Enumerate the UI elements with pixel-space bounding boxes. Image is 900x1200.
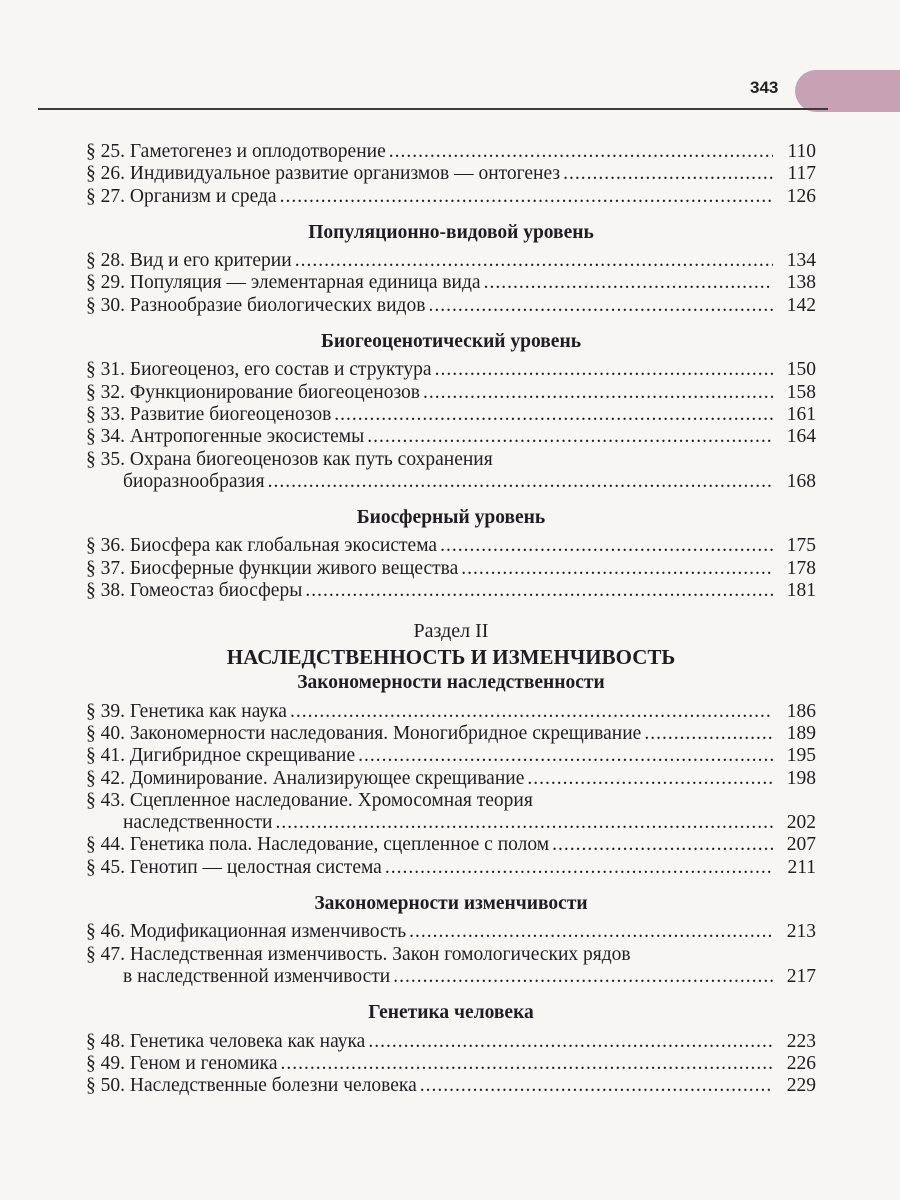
entry-label bbox=[86, 580, 302, 602]
dot-leader bbox=[334, 404, 773, 426]
entry-title: Наследственные болезни человека bbox=[129, 1075, 417, 1097]
entry-title: Разнообразие биологических видов bbox=[129, 294, 426, 316]
dot-leader bbox=[644, 723, 773, 745]
entry-number: § 31. bbox=[86, 359, 125, 381]
entry-page: 202 bbox=[786, 812, 816, 834]
entry-page: 142 bbox=[786, 294, 816, 316]
entry-number: § 37. bbox=[86, 557, 125, 579]
entry-label bbox=[86, 535, 437, 557]
entry-number: § 26. bbox=[86, 163, 125, 185]
entry-title: Модификационная изменчивость bbox=[129, 921, 407, 943]
entry-page: 226 bbox=[786, 1052, 816, 1074]
entry-label bbox=[86, 250, 292, 272]
entry-page: 117 bbox=[787, 163, 816, 185]
section-heading: Закономерности наследственности bbox=[297, 672, 605, 694]
entry-label bbox=[86, 1053, 277, 1075]
entry-number: § 44. bbox=[86, 834, 125, 856]
section-heading: Генетика человека bbox=[368, 1002, 534, 1024]
section-heading: Биогеоценотический уровень bbox=[320, 331, 582, 353]
toc-entry-continuation bbox=[86, 966, 816, 988]
dot-leader bbox=[393, 966, 773, 988]
entry-page: 213 bbox=[786, 921, 816, 943]
entry-page: 211 bbox=[787, 856, 816, 878]
entry-label bbox=[86, 426, 364, 448]
entry-page: 186 bbox=[786, 700, 816, 722]
toc-entry[interactable] bbox=[86, 250, 816, 272]
entry-label bbox=[86, 1075, 417, 1097]
entry-label bbox=[86, 834, 549, 856]
entry-page: 138 bbox=[786, 272, 816, 294]
entry-number: § 32. bbox=[86, 381, 125, 403]
dot-leader bbox=[484, 272, 773, 294]
entry-number: § 48. bbox=[86, 1030, 125, 1052]
dot-leader bbox=[389, 141, 773, 163]
toc-entry[interactable] bbox=[86, 359, 816, 381]
entry-label bbox=[86, 745, 355, 767]
entry-page: 178 bbox=[786, 557, 816, 579]
entry-page: 134 bbox=[786, 250, 816, 272]
entry-label bbox=[86, 449, 493, 471]
part-label: Раздел II bbox=[413, 620, 489, 643]
dot-leader bbox=[420, 1075, 773, 1097]
toc-entry[interactable] bbox=[86, 449, 816, 471]
entry-number: § 25. bbox=[86, 141, 125, 162]
toc-entry[interactable] bbox=[86, 745, 816, 767]
header-rule bbox=[38, 108, 828, 110]
page-tab bbox=[795, 70, 900, 112]
entry-page: 207 bbox=[786, 834, 816, 856]
dot-leader bbox=[423, 382, 773, 404]
entry-label bbox=[86, 163, 560, 185]
toc-entry[interactable] bbox=[86, 272, 816, 294]
entry-page: 175 bbox=[786, 535, 816, 557]
entry-number: § 49. bbox=[86, 1052, 125, 1074]
dot-leader bbox=[563, 163, 773, 185]
entry-title: Индивидуальное развитие организмов — онтогенез bbox=[129, 163, 561, 185]
section-heading: Закономерности изменчивости bbox=[314, 893, 588, 915]
part-title: НАСЛЕДСТВЕННОСТЬ И ИЗМЕНЧИВОСТЬ bbox=[226, 645, 676, 670]
toc-entry[interactable] bbox=[86, 186, 816, 208]
entry-title-continued: в наследственной изменчивости bbox=[123, 965, 391, 987]
entry-number: § 47. bbox=[86, 943, 125, 965]
entry-title: Генетика человека как наука bbox=[129, 1030, 366, 1052]
toc-entry[interactable] bbox=[86, 1075, 816, 1097]
toc-entry-continuation bbox=[86, 812, 816, 834]
entry-title: Доминирование. Анализирующее скрещивание bbox=[129, 767, 525, 789]
toc-entry[interactable] bbox=[86, 535, 816, 557]
entry-label bbox=[86, 382, 420, 404]
toc-entry[interactable] bbox=[86, 1053, 816, 1075]
entry-title: Вид и его критерии bbox=[129, 250, 292, 272]
entry-number: § 36. bbox=[86, 535, 125, 557]
entry-page: 150 bbox=[786, 359, 816, 381]
toc-entry[interactable] bbox=[86, 426, 816, 448]
entry-label bbox=[86, 186, 277, 208]
entry-number: § 35. bbox=[86, 448, 125, 470]
page-number: 343 bbox=[750, 78, 779, 97]
dot-leader bbox=[435, 359, 773, 381]
toc-entry[interactable] bbox=[86, 558, 816, 580]
entry-title: Генетика пола. Наследование, сцепленное с полом bbox=[129, 834, 550, 856]
entry-number: § 33. bbox=[86, 403, 125, 425]
entry-label bbox=[86, 404, 331, 426]
entry-page: 126 bbox=[786, 185, 816, 207]
toc-entry[interactable] bbox=[86, 382, 816, 404]
entry-title: Закономерности наследования. Моногибридное скрещивание bbox=[129, 722, 642, 744]
entry-number: § 28. bbox=[86, 250, 125, 272]
entry-label bbox=[86, 359, 432, 381]
toc-entry[interactable] bbox=[86, 768, 816, 790]
entry-title: Биосфера как глобальная экосистема bbox=[129, 535, 438, 557]
entry-label bbox=[86, 723, 641, 745]
toc-entry[interactable] bbox=[86, 857, 816, 879]
table-of-contents bbox=[86, 141, 816, 1097]
entry-title: Охрана биогеоценозов как путь сохранения bbox=[129, 448, 493, 470]
entry-title: Гомеостаз биосферы bbox=[129, 580, 303, 602]
toc-entry[interactable] bbox=[86, 723, 816, 745]
entry-label bbox=[86, 272, 481, 294]
entry-page: 168 bbox=[786, 470, 816, 492]
toc-entry[interactable] bbox=[86, 580, 816, 602]
entry-title: Развитие биогеоценозов bbox=[129, 403, 332, 425]
entry-title: Геном и геномика bbox=[129, 1052, 278, 1074]
entry-page: 189 bbox=[786, 722, 816, 744]
entry-page: 161 bbox=[786, 403, 816, 425]
entry-page: 110 bbox=[787, 141, 816, 162]
entry-page: 198 bbox=[786, 767, 816, 789]
entry-title: Биосферные функции живого вещества bbox=[129, 557, 459, 579]
dot-leader bbox=[268, 471, 773, 493]
entry-number: § 46. bbox=[86, 921, 125, 943]
entry-page: 158 bbox=[786, 381, 816, 403]
entry-page: 229 bbox=[786, 1075, 816, 1097]
entry-label bbox=[86, 768, 524, 790]
entry-title: Организм и среда bbox=[129, 185, 277, 207]
entry-title: Функционирование биогеоценозов bbox=[129, 381, 421, 403]
entry-number: § 42. bbox=[86, 767, 125, 789]
entry-title: Сцепленное наследование. Хромосомная теория bbox=[129, 789, 533, 811]
toc-entry[interactable] bbox=[86, 295, 816, 317]
dot-leader bbox=[290, 701, 773, 723]
entry-number: § 50. bbox=[86, 1075, 125, 1097]
entry-title-continued: наследственности bbox=[123, 812, 273, 834]
dot-leader bbox=[440, 535, 773, 557]
dot-leader bbox=[368, 1031, 773, 1053]
toc-entry[interactable] bbox=[86, 701, 816, 723]
toc-entry[interactable] bbox=[86, 404, 816, 426]
toc-entry[interactable] bbox=[86, 790, 816, 812]
entry-number: § 43. bbox=[86, 789, 125, 811]
entry-title: Генотип — целостная система bbox=[129, 856, 382, 878]
dot-leader bbox=[280, 1053, 773, 1075]
entry-number: § 38. bbox=[86, 580, 125, 602]
entry-label bbox=[86, 295, 425, 317]
entry-title: Биогеоценоз, его состав и структура bbox=[129, 359, 432, 381]
entry-number: § 45. bbox=[86, 856, 125, 878]
dot-leader bbox=[305, 580, 773, 602]
toc-entry[interactable] bbox=[86, 163, 816, 185]
entry-label bbox=[86, 857, 382, 879]
entry-title: Антропогенные экосистемы bbox=[129, 426, 365, 448]
toc-entry[interactable] bbox=[86, 834, 816, 856]
entry-label bbox=[86, 558, 458, 580]
entry-title: Гаметогенез и оплодотворение bbox=[129, 141, 386, 162]
entry-title: Популяция — элементарная единица вида bbox=[129, 272, 481, 294]
section-heading: Биосферный уровень bbox=[356, 507, 546, 529]
dot-leader bbox=[275, 812, 773, 834]
toc-entry[interactable] bbox=[86, 1031, 816, 1053]
dot-leader bbox=[552, 834, 773, 856]
dot-leader bbox=[527, 768, 773, 790]
entry-number: § 29. bbox=[86, 272, 125, 294]
dot-leader bbox=[295, 250, 773, 272]
dot-leader bbox=[358, 745, 773, 767]
entry-number: § 40. bbox=[86, 722, 125, 744]
dot-leader bbox=[280, 186, 773, 208]
entry-page: 181 bbox=[786, 580, 816, 602]
entry-number: § 27. bbox=[86, 185, 125, 207]
entry-title: Генетика как наука bbox=[129, 700, 287, 722]
entry-label bbox=[86, 921, 406, 943]
toc-entry[interactable] bbox=[86, 141, 816, 163]
entry-number: § 39. bbox=[86, 700, 125, 722]
entry-page: 223 bbox=[786, 1030, 816, 1052]
entry-page: 195 bbox=[786, 745, 816, 767]
entry-label bbox=[86, 141, 386, 163]
entry-label bbox=[86, 790, 533, 812]
entry-label bbox=[86, 701, 287, 723]
dot-leader bbox=[367, 426, 773, 448]
entry-title: Дигибридное скрещивание bbox=[129, 745, 356, 767]
dot-leader bbox=[385, 857, 773, 879]
entry-number: § 30. bbox=[86, 294, 125, 316]
toc-entry-continuation bbox=[86, 471, 816, 493]
dot-leader bbox=[428, 295, 773, 317]
dot-leader bbox=[461, 558, 773, 580]
entry-number: § 34. bbox=[86, 426, 125, 448]
entry-title-continued: биоразнообразия bbox=[123, 470, 265, 492]
section-heading: Популяционно-видовой уровень bbox=[308, 221, 594, 243]
entry-label bbox=[86, 1031, 365, 1053]
dot-leader bbox=[409, 921, 773, 943]
entry-page: 217 bbox=[786, 965, 816, 987]
entry-number: § 41. bbox=[86, 745, 125, 767]
toc-entry[interactable] bbox=[86, 944, 816, 966]
entry-page: 164 bbox=[786, 426, 816, 448]
toc-entry[interactable] bbox=[86, 921, 816, 943]
entry-label bbox=[86, 944, 631, 966]
entry-title: Наследственная изменчивость. Закон гомологических рядов bbox=[129, 943, 631, 965]
